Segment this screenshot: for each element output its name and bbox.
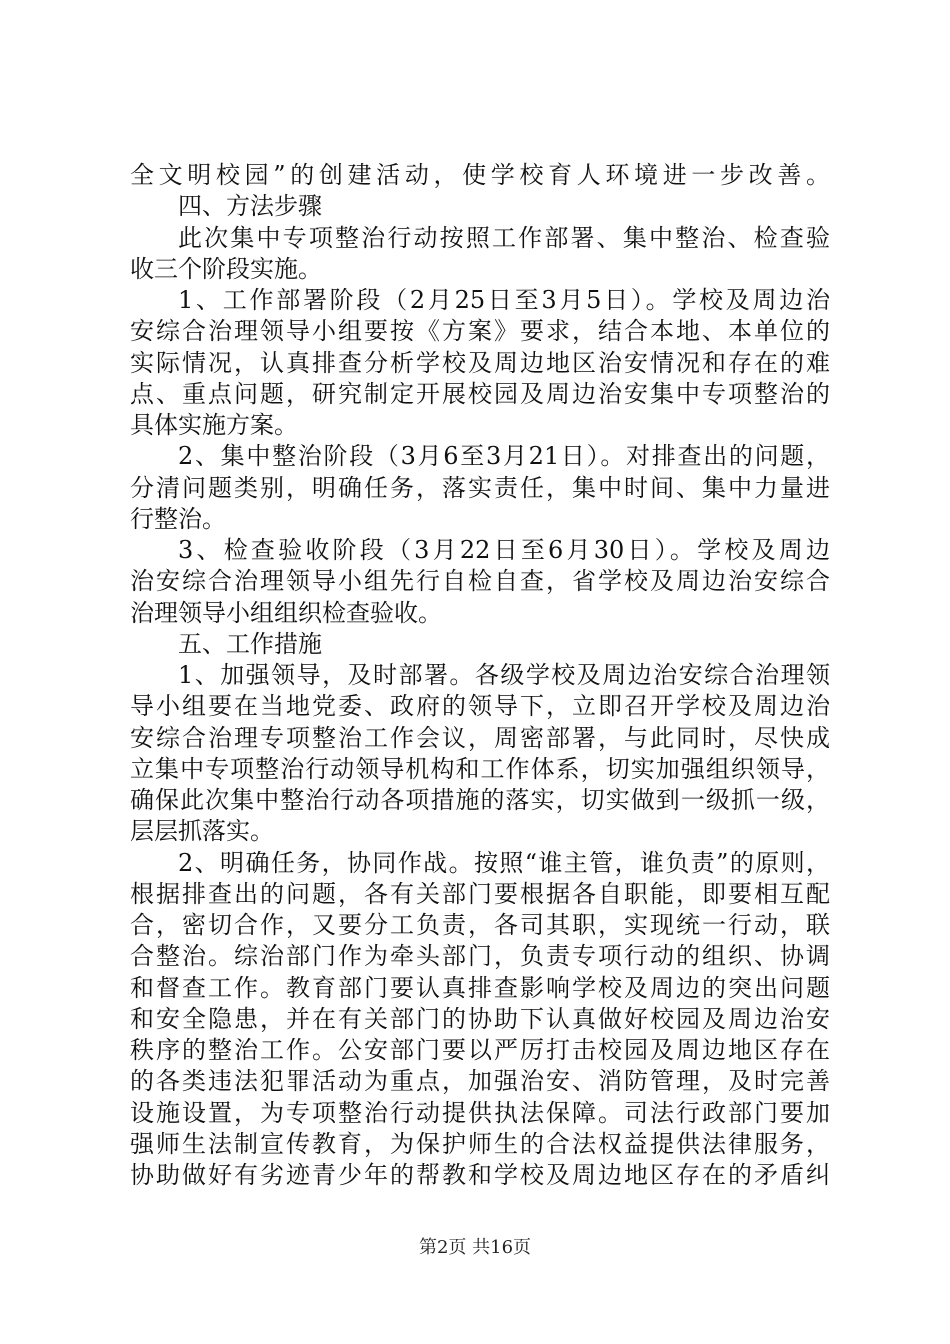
- text-line: 和督查工作。教育部门要认真排查影响学校及周边的突出问题: [130, 973, 830, 1002]
- text-line: 强师生法制宣传教育，为保护师生的合法权益提供法律服务，: [130, 1129, 830, 1158]
- text-line: 1、工作部署阶段（2月25日至3月5日）。学校及周边治: [178, 286, 830, 314]
- text-line: 导小组要在当地党委、政府的领导下，立即召开学校及周边治: [130, 692, 830, 721]
- section-heading: 四、方法步骤: [178, 192, 322, 221]
- text-line: 行整治。: [130, 504, 226, 533]
- text-line: 收三个阶段实施。: [130, 254, 322, 283]
- text-line: 层层抓落实。: [130, 817, 274, 846]
- section-heading: 五、工作措施: [178, 629, 322, 658]
- document-body: [130, 160, 830, 1191]
- text-line: 合整治。综治部门作为牵头部门，负责专项行动的组织、协调: [130, 942, 830, 971]
- text-line: 具体实施方案。: [130, 411, 298, 439]
- page-number-footer: 第2页 共16页: [418, 1237, 532, 1258]
- text-line: 3、检查验收阶段（3月22日至6月30日）。学校及周边: [178, 536, 830, 564]
- text-line: 治安综合治理领导小组先行自检自查，省学校及周边治安综合: [130, 567, 830, 596]
- text-line: 根据排查出的问题，各有关部门要根据各自职能，即要相互配: [130, 879, 830, 908]
- text-line: 治理领导小组组织检查验收。: [130, 598, 442, 627]
- text-line: 和安全隐患，并在有关部门的协助下认真做好校园及周边治安: [130, 1004, 830, 1033]
- text-line: 全文明校园”的创建活动，使学校育人环境进一步改善。: [130, 161, 830, 189]
- text-line: 2、明确任务，协同作战。按照“谁主管，谁负责”的原则，: [178, 848, 830, 877]
- text-line: 确保此次集中整治行动各项措施的落实，切实做到一级抓一级，: [130, 786, 830, 814]
- text-line: 秩序的整治工作。公安部门要以严厉打击校园及周边地区存在: [130, 1036, 830, 1064]
- text-line: 2、集中整治阶段（3月6至3月21日）。对排查出的问题，: [178, 442, 830, 471]
- text-line: 合，密切合作，又要分工负责，各司其职，实现统一行动，联: [130, 911, 830, 939]
- text-line: 安综合治理领导小组要按《方案》要求，结合本地、本单位的: [130, 317, 830, 346]
- text-line: 实际情况，认真排查分析学校及周边地区治安情况和存在的难: [130, 348, 830, 377]
- text-line: 此次集中专项整治行动按照工作部署、集中整治、检查验: [178, 223, 830, 252]
- text-line: 立集中专项整治行动领导机构和工作体系，切实加强组织领导，: [130, 754, 830, 783]
- text-line: 协助做好有劣迹青少年的帮教和学校及周边地区存在的矛盾纠: [130, 1161, 830, 1189]
- text-line: 的各类违法犯罪活动为重点，加强治安、消防管理，及时完善: [130, 1067, 830, 1096]
- text-line: 分清问题类别，明确任务，落实责任，集中时间、集中力量进: [130, 473, 830, 502]
- text-line: 设施设置，为专项整治行动提供执法保障。司法行政部门要加: [130, 1098, 830, 1127]
- text-line: 点、重点问题，研究制定开展校园及周边治安集中专项整治的: [130, 379, 830, 408]
- text-line: 安综合治理专项整治工作会议，周密部署，与此同时，尽快成: [130, 723, 830, 752]
- text-line: 1、加强领导，及时部署。各级学校及周边治安综合治理领: [178, 661, 830, 689]
